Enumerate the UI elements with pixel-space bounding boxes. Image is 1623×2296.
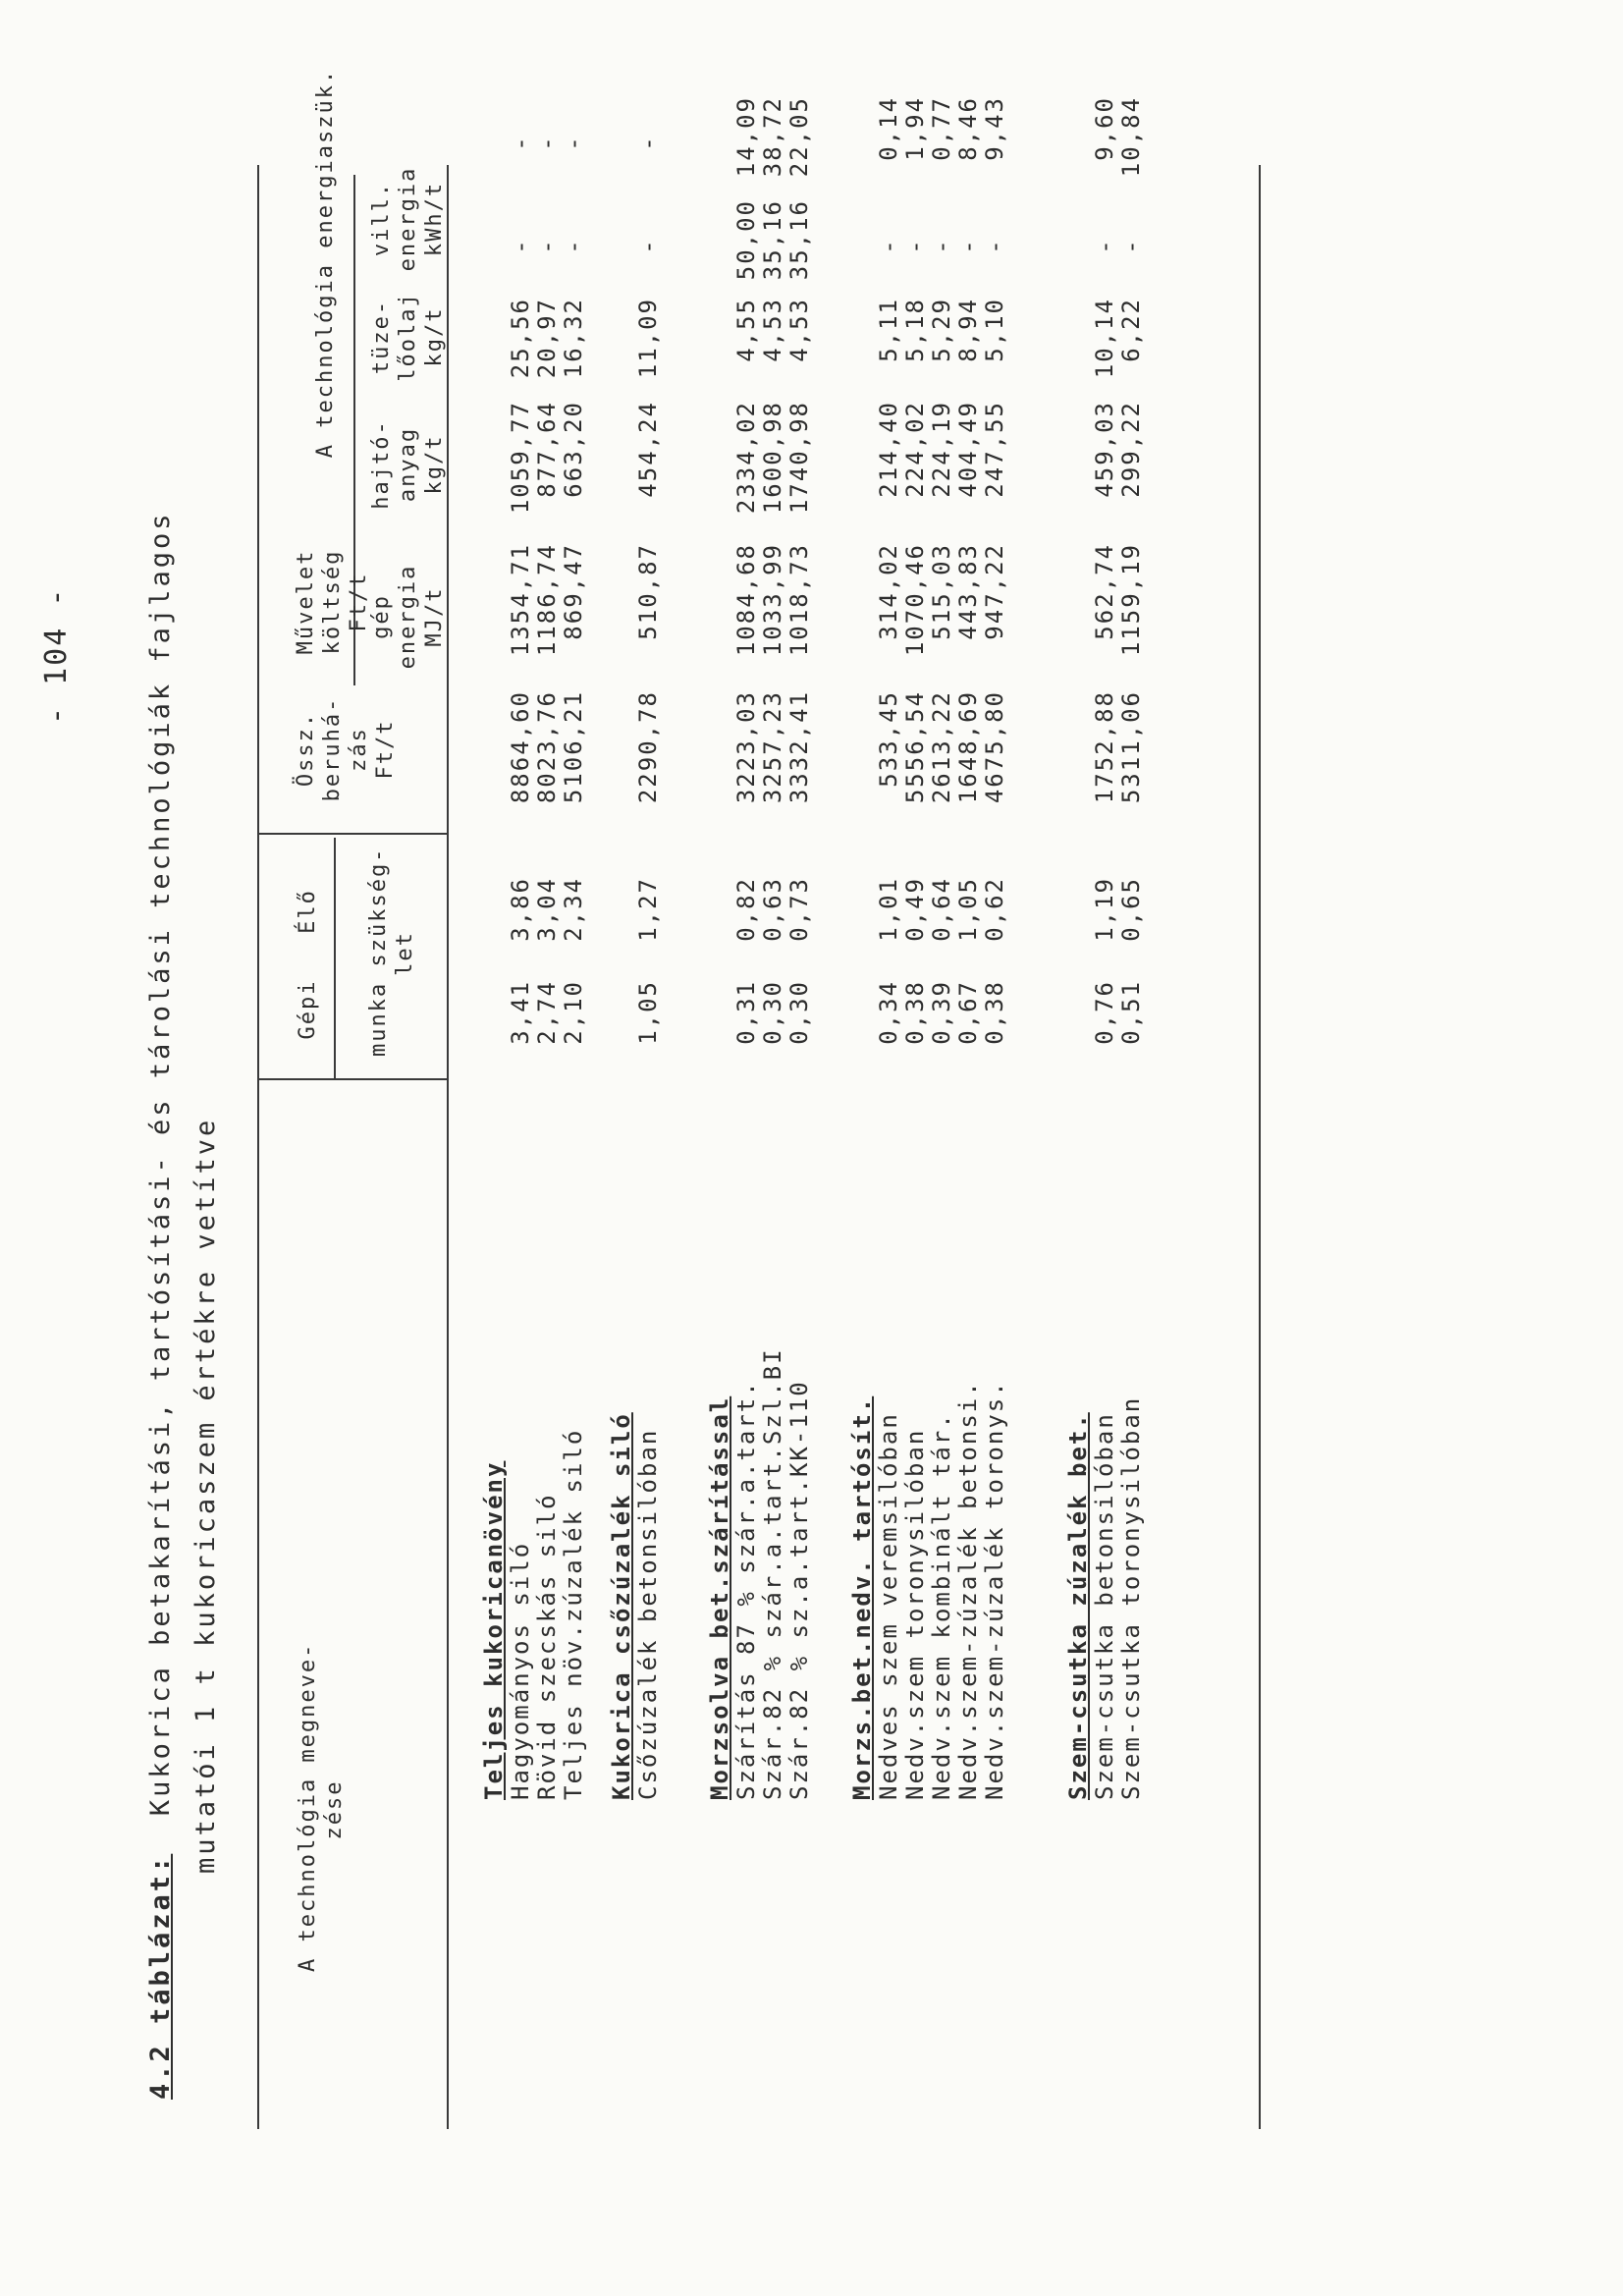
cell-oil: - <box>634 238 662 254</box>
cell-oil: 35,16 <box>759 199 786 281</box>
cell-fuel: 5,11 <box>875 298 902 362</box>
row-name: Szár.82 % sz.a.tart.KK-110 <box>785 1380 813 1800</box>
cell-energy: 459,03 <box>1091 401 1118 498</box>
cell-machine: 0,34 <box>875 980 902 1045</box>
cell-machine: 0,39 <box>928 980 955 1045</box>
cell-invest: 4675,80 <box>981 690 1008 804</box>
row-name: Nedves szem veremsilóban <box>875 1412 902 1800</box>
cell-elec: 8,46 <box>954 96 982 161</box>
row-name: Szárítás 87 % szár.a.tart. <box>732 1380 760 1800</box>
cell-fuel: 5,29 <box>928 298 955 362</box>
cell-machine: 2,10 <box>560 980 587 1045</box>
cell-oil: - <box>507 238 534 254</box>
cell-energy: 877,64 <box>533 401 561 498</box>
cell-cost: 443,83 <box>954 543 982 640</box>
cell-oil: 50,00 <box>732 199 760 281</box>
cell-machine: 0,76 <box>1091 980 1118 1045</box>
group-title: Morzs.bet.nedv. tartósít. <box>848 1395 876 1800</box>
cell-elec: 9,60 <box>1091 96 1118 161</box>
cell-machine: 1,05 <box>634 980 662 1045</box>
table-title <box>139 512 183 2100</box>
header-energy-group: A technológia energiaszük. <box>313 68 338 459</box>
cell-energy: 663,20 <box>560 401 587 498</box>
row-name: Szár.82 % szár.a.tart.Szl.BI <box>759 1347 786 1800</box>
cell-oil: - <box>875 238 902 254</box>
cell-oil: - <box>1117 238 1145 254</box>
cell-invest: 5106,21 <box>560 690 587 804</box>
cell-elec: 38,72 <box>759 96 786 178</box>
cell-machine: 0,38 <box>901 980 929 1045</box>
cell-cost: 1084,68 <box>732 543 760 657</box>
cell-fuel: 5,18 <box>901 298 929 362</box>
cell-energy: 224,19 <box>928 401 955 498</box>
cell-elec: 14,09 <box>732 96 760 178</box>
cell-invest: 2613,22 <box>928 690 955 804</box>
cell-invest: 2290,78 <box>634 690 662 804</box>
cell-oil: 35,16 <box>785 199 813 281</box>
cell-living: 0,62 <box>981 877 1008 942</box>
group-title: Teljes kukoricanövény <box>480 1460 508 1800</box>
cell-invest: 1648,69 <box>954 690 982 804</box>
cell-living: 0,64 <box>928 877 955 942</box>
cell-elec: 22,05 <box>785 96 813 178</box>
cell-elec: - <box>560 135 587 151</box>
cell-fuel: 25,56 <box>507 298 534 379</box>
cell-elec: 1,94 <box>901 96 929 161</box>
cell-energy: 214,40 <box>875 401 902 498</box>
cell-oil: - <box>981 238 1008 254</box>
col-divider-2 <box>257 833 449 835</box>
header-fuel: hajtó- anyag kg/t <box>369 419 447 510</box>
cell-living: 0,63 <box>759 877 786 942</box>
cell-living: 2,34 <box>560 877 587 942</box>
cell-fuel: 20,97 <box>533 298 561 379</box>
row-name: Nedv.szem-zúzalék betonsi. <box>954 1380 982 1800</box>
cell-living: 1,27 <box>634 877 662 942</box>
cell-fuel: 5,10 <box>981 298 1008 362</box>
cell-cost: 314,02 <box>875 543 902 640</box>
header-technology: A technológia megneve- zése <box>296 1642 347 1972</box>
col-divider-1 <box>257 1078 449 1080</box>
cell-oil: - <box>928 238 955 254</box>
cell-fuel: 4,55 <box>732 298 760 362</box>
cell-oil: - <box>560 238 587 254</box>
table-bottom-rule <box>1259 165 1261 2129</box>
cell-living: 0,73 <box>785 877 813 942</box>
cell-elec: 9,43 <box>981 96 1008 161</box>
cell-fuel: 4,53 <box>759 298 786 362</box>
row-name: Rövid szecskás siló <box>533 1493 561 1800</box>
cell-energy: 1740,98 <box>785 401 813 515</box>
cell-cost: 562,74 <box>1091 543 1118 640</box>
cell-machine: 3,41 <box>507 980 534 1045</box>
cell-energy: 247,55 <box>981 401 1008 498</box>
header-living: Élő <box>296 889 320 934</box>
row-name: Teljes növ.zúzalék siló <box>560 1428 587 1800</box>
cell-invest: 3257,23 <box>759 690 786 804</box>
header-total-investment: Össz. beruhá- zás Ft/t <box>294 696 398 802</box>
cell-energy: 404,49 <box>954 401 982 498</box>
row-name: Szem-csutka betonsilóban <box>1091 1412 1118 1800</box>
header-operating-cost: Művelet költség Ft/t <box>294 549 371 655</box>
cell-living: 3,04 <box>533 877 561 942</box>
cell-energy: 1600,98 <box>759 401 786 515</box>
table-label: 4.2 táblázat: <box>145 1853 176 2100</box>
row-name: Hagyományos siló <box>507 1541 534 1800</box>
page-number: - 104 - <box>39 586 74 725</box>
group-title: Morzsolva bet.szárítással <box>706 1395 733 1800</box>
cell-elec: 0,14 <box>875 96 902 161</box>
cell-fuel: 10,14 <box>1091 298 1118 379</box>
cell-energy: 224,02 <box>901 401 929 498</box>
cell-energy: 2334,02 <box>732 401 760 515</box>
cell-living: 0,49 <box>901 877 929 942</box>
cell-cost: 1070,46 <box>901 543 929 657</box>
cell-cost: 510,87 <box>634 543 662 640</box>
subheader-rule-machine <box>334 838 336 1078</box>
table-top-rule <box>257 165 259 2129</box>
header-labor: munka szükség- let <box>366 847 417 1057</box>
cell-living: 0,65 <box>1117 877 1145 942</box>
cell-invest: 5311,06 <box>1117 690 1145 804</box>
cell-fuel: 8,94 <box>954 298 982 362</box>
cell-machine: 0,31 <box>732 980 760 1045</box>
cell-living: 1,01 <box>875 877 902 942</box>
cell-machine: 0,38 <box>981 980 1008 1045</box>
cell-living: 3,86 <box>507 877 534 942</box>
row-name: Nedv.szem toronysilóban <box>901 1428 929 1800</box>
group-title: Kukorica csőzúzalék siló <box>608 1412 635 1800</box>
cell-machine: 0,30 <box>785 980 813 1045</box>
cell-fuel: 16,32 <box>560 298 587 379</box>
cell-invest: 8023,76 <box>533 690 561 804</box>
cell-energy: 299,22 <box>1117 401 1145 498</box>
row-name: Nedv.szem kombinált tár. <box>928 1412 955 1800</box>
cell-invest: 3332,41 <box>785 690 813 804</box>
cell-machine: 0,67 <box>954 980 982 1045</box>
cell-energy: 454,24 <box>634 401 662 498</box>
header-machine-energy: gép energia MJ/t <box>369 564 447 670</box>
cell-oil: - <box>1091 238 1118 254</box>
cell-cost: 1159,19 <box>1117 543 1145 657</box>
cell-machine: 0,30 <box>759 980 786 1045</box>
cell-cost: 1033,99 <box>759 543 786 657</box>
cell-energy: 1059,77 <box>507 401 534 515</box>
cell-cost: 947,22 <box>981 543 1008 640</box>
cell-living: 0,82 <box>732 877 760 942</box>
title-line-1: Kukorica betakarítási, tartósítási- és tárolási technológiák fajlagos <box>145 511 176 1817</box>
table-subtitle: mutatói 1 t kukoricaszem értékre vetítve <box>190 1117 221 1874</box>
header-heating-oil: tüze- lőolaj kg/t <box>369 292 447 382</box>
cell-elec: 10,84 <box>1117 96 1145 178</box>
row-name: Csőzúzalék betonsilóban <box>634 1428 662 1800</box>
cell-oil: - <box>901 238 929 254</box>
row-name: Szem-csutka toronysilóban <box>1117 1395 1145 1800</box>
cell-fuel: 4,53 <box>785 298 813 362</box>
cell-living: 1,19 <box>1091 877 1118 942</box>
cell-cost: 869,47 <box>560 543 587 640</box>
cell-invest: 1752,88 <box>1091 690 1118 804</box>
cell-machine: 2,74 <box>533 980 561 1045</box>
cell-elec: - <box>533 135 561 151</box>
cell-elec: - <box>507 135 534 151</box>
cell-machine: 0,51 <box>1117 980 1145 1045</box>
cell-oil: - <box>533 238 561 254</box>
cell-cost: 1018,73 <box>785 543 813 657</box>
cell-cost: 1186,74 <box>533 543 561 657</box>
cell-cost: 1354,71 <box>507 543 534 657</box>
header-electric-energy: vill. energia kWh/t <box>369 166 447 272</box>
group-title: Szem-csutka zúzalék bet. <box>1064 1412 1092 1800</box>
header-machine: Gépi <box>296 979 320 1040</box>
cell-living: 1,05 <box>954 877 982 942</box>
cell-elec: 0,77 <box>928 96 955 161</box>
cell-cost: 515,03 <box>928 543 955 640</box>
cell-invest: 5556,54 <box>901 690 929 804</box>
row-name: Nedv.szem-zúzalék toronys. <box>981 1380 1008 1800</box>
cell-fuel: 6,22 <box>1117 298 1145 362</box>
cell-invest: 533,45 <box>875 690 902 788</box>
cell-invest: 8864,60 <box>507 690 534 804</box>
cell-fuel: 11,09 <box>634 298 662 379</box>
cell-invest: 3223,03 <box>732 690 760 804</box>
cell-oil: - <box>954 238 982 254</box>
cell-elec: - <box>634 135 662 151</box>
